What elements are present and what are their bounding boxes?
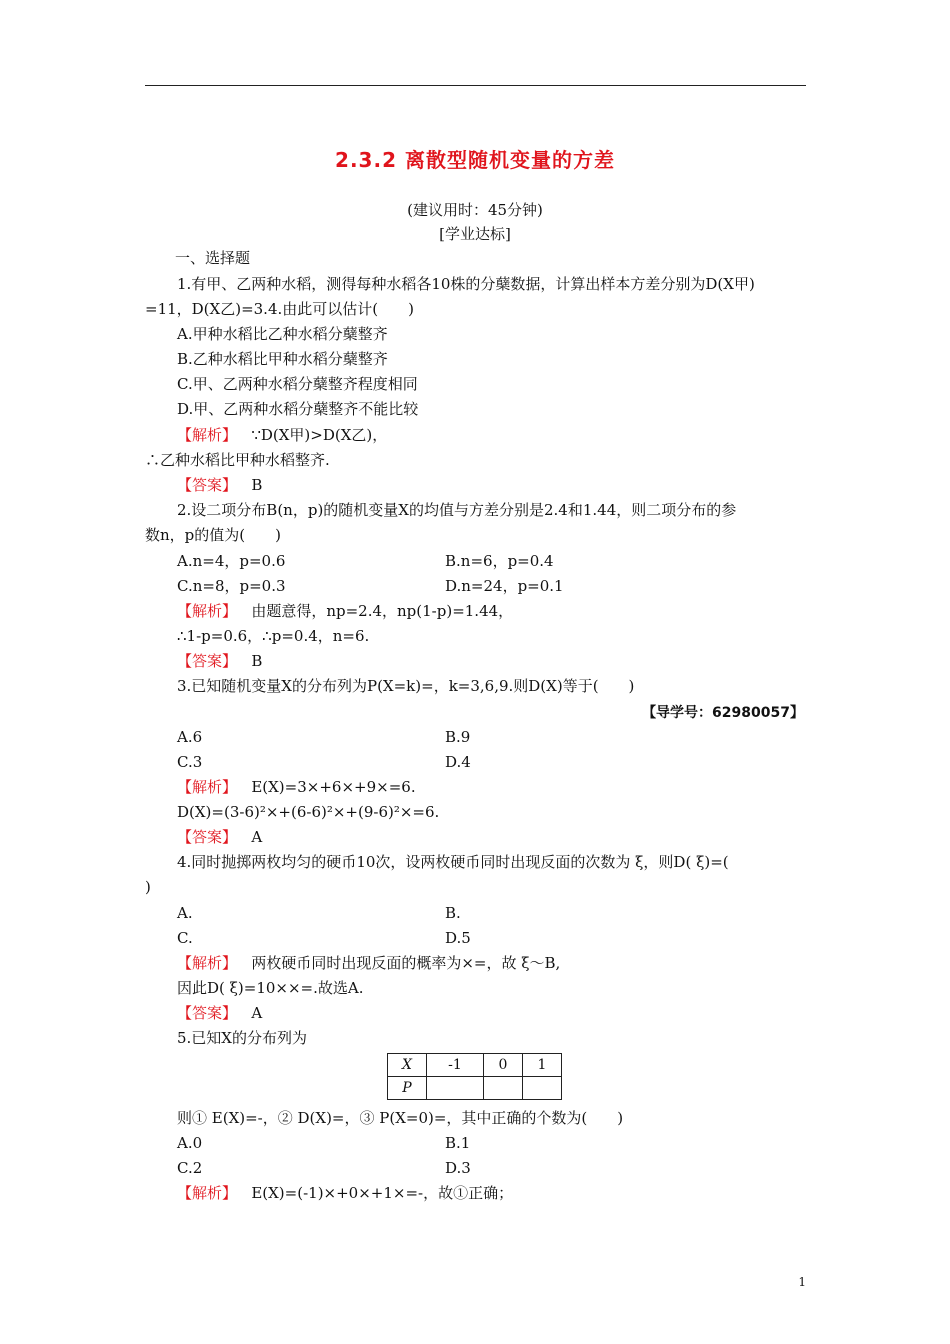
q5-option-d: D.3 bbox=[445, 1159, 471, 1177]
q2-analysis-line2: ∴1-p=0.6，∴p=0.4，n=6. bbox=[177, 627, 370, 645]
distribution-table bbox=[387, 1053, 562, 1100]
part-heading: 一、选择题 bbox=[175, 249, 251, 267]
q4-stem-line2: ) bbox=[145, 878, 151, 896]
section-tag: [学业达标] bbox=[439, 225, 511, 243]
q5-analysis bbox=[177, 1183, 513, 1203]
q2-analysis-text: 由题意得，np=2.4，np(1-p)=1.44， bbox=[251, 602, 514, 620]
time-note: (建议用时：45分钟) bbox=[407, 201, 543, 219]
q4-analysis-line2: 因此D( ξ)=10××=.故选A. bbox=[177, 979, 364, 997]
q3-analysis-text: E(X)=3×+6×+9×=6. bbox=[251, 778, 416, 796]
q4-analysis-text: 两枚硬币同时出现反面的概率为×=，故 ξ～B, bbox=[251, 954, 561, 972]
q3-option-d: D.4 bbox=[445, 753, 471, 771]
q5-stem-line1: 5.已知X的分布列为 bbox=[177, 1029, 307, 1047]
q3-reference-number: 【导学号：62980057】 bbox=[642, 705, 804, 721]
q2-option-a: A.n=4，p=0.6 bbox=[177, 552, 286, 570]
analysis-tag: 【解析】 bbox=[177, 426, 238, 444]
table-cell bbox=[484, 1077, 523, 1100]
table-cell: X bbox=[388, 1054, 427, 1077]
answer-tag: 【答案】 bbox=[177, 476, 238, 494]
q1-option-b: B.乙种水稻比甲种水稻分蘖整齐 bbox=[177, 350, 388, 368]
q2-option-b: B.n=6，p=0.4 bbox=[445, 552, 554, 570]
answer-tag: 【答案】 bbox=[177, 1004, 238, 1022]
answer-tag: 【答案】 bbox=[177, 652, 238, 670]
table-row bbox=[388, 1077, 562, 1100]
analysis-tag: 【解析】 bbox=[177, 778, 238, 796]
q1-answer-text: B bbox=[251, 476, 263, 494]
page-number: 1 bbox=[798, 1275, 806, 1289]
q4-option-d: D.5 bbox=[445, 929, 471, 947]
table-cell: 0 bbox=[484, 1054, 523, 1077]
q5-option-a: A.0 bbox=[177, 1134, 203, 1152]
table-cell bbox=[523, 1077, 562, 1100]
q2-option-c: C.n=8，p=0.3 bbox=[177, 577, 286, 595]
q3-analysis bbox=[177, 777, 416, 797]
analysis-tag: 【解析】 bbox=[177, 1184, 238, 1202]
q4-answer bbox=[177, 1003, 262, 1023]
q1-stem-line2: =11，D(X乙)=3.4.由此可以估计( ) bbox=[145, 300, 414, 318]
q4-option-c: C. bbox=[177, 929, 193, 947]
q1-option-a: A.甲种水稻比乙种水稻分蘖整齐 bbox=[177, 325, 388, 343]
header-rule bbox=[145, 85, 806, 86]
q2-answer bbox=[177, 651, 262, 671]
analysis-tag: 【解析】 bbox=[177, 954, 238, 972]
q5-analysis-text: E(X)=(-1)×+0×+1×=-，故①正确； bbox=[251, 1184, 514, 1202]
q1-analysis bbox=[177, 425, 387, 445]
q2-stem-line2: 数n，p的值为( ) bbox=[145, 526, 281, 544]
q4-option-b: B. bbox=[445, 904, 461, 922]
q4-answer-text: A bbox=[251, 1004, 263, 1022]
q2-answer-text: B bbox=[251, 652, 263, 670]
table-cell: 1 bbox=[523, 1054, 562, 1077]
q2-option-d: D.n=24，p=0.1 bbox=[445, 577, 564, 595]
q1-answer bbox=[177, 475, 262, 495]
q3-analysis-line2: D(X)=(3-6)²×+(6-6)²×+(9-6)²×=6. bbox=[177, 803, 440, 821]
q3-option-c: C.3 bbox=[177, 753, 203, 771]
q1-option-c: C.甲、乙两种水稻分蘖整齐程度相同 bbox=[177, 375, 418, 393]
q2-analysis bbox=[177, 601, 513, 621]
q5-option-c: C.2 bbox=[177, 1159, 203, 1177]
q1-analysis-text: ∵D(X甲)>D(X乙)， bbox=[251, 426, 388, 444]
analysis-tag: 【解析】 bbox=[177, 602, 238, 620]
table-cell: P bbox=[388, 1077, 427, 1100]
answer-tag: 【答案】 bbox=[177, 828, 238, 846]
q5-option-b: B.1 bbox=[445, 1134, 471, 1152]
q3-option-a: A.6 bbox=[177, 728, 203, 746]
page-title: 2.3.2 离散型随机变量的方差 bbox=[335, 148, 615, 172]
q1-option-d: D.甲、乙两种水稻分蘖整齐不能比较 bbox=[177, 400, 419, 418]
table-cell bbox=[427, 1077, 484, 1100]
q3-option-b: B.9 bbox=[445, 728, 471, 746]
q5-stem-line2: 则① E(X)=-，② D(X)=，③ P(X=0)=，其中正确的个数为( ) bbox=[177, 1109, 624, 1127]
q4-stem-line1: 4.同时抛掷两枚均匀的硬币10次，设两枚硬币同时出现反面的次数为 ξ，则D( ξ)=( bbox=[177, 853, 729, 871]
table-row bbox=[388, 1054, 562, 1077]
q1-analysis-line2: ∴乙种水稻比甲种水稻整齐. bbox=[145, 451, 330, 469]
q4-analysis bbox=[177, 953, 560, 973]
table-cell: -1 bbox=[427, 1054, 484, 1077]
q4-option-a: A. bbox=[177, 904, 193, 922]
q3-answer-text: A bbox=[251, 828, 263, 846]
q3-answer bbox=[177, 827, 262, 847]
q3-stem-line1: 3.已知随机变量X的分布列为P(X=k)=，k=3,6,9.则D(X)等于( ) bbox=[177, 677, 635, 695]
q2-stem-line1: 2.设二项分布B(n，p)的随机变量X的均值与方差分别是2.4和1.44，则二项分布的参 bbox=[177, 501, 737, 519]
q1-stem-line1: 1.有甲、乙两种水稻，测得每种水稻各10株的分蘖数据，计算出样本方差分别为D(X甲) bbox=[177, 275, 755, 293]
